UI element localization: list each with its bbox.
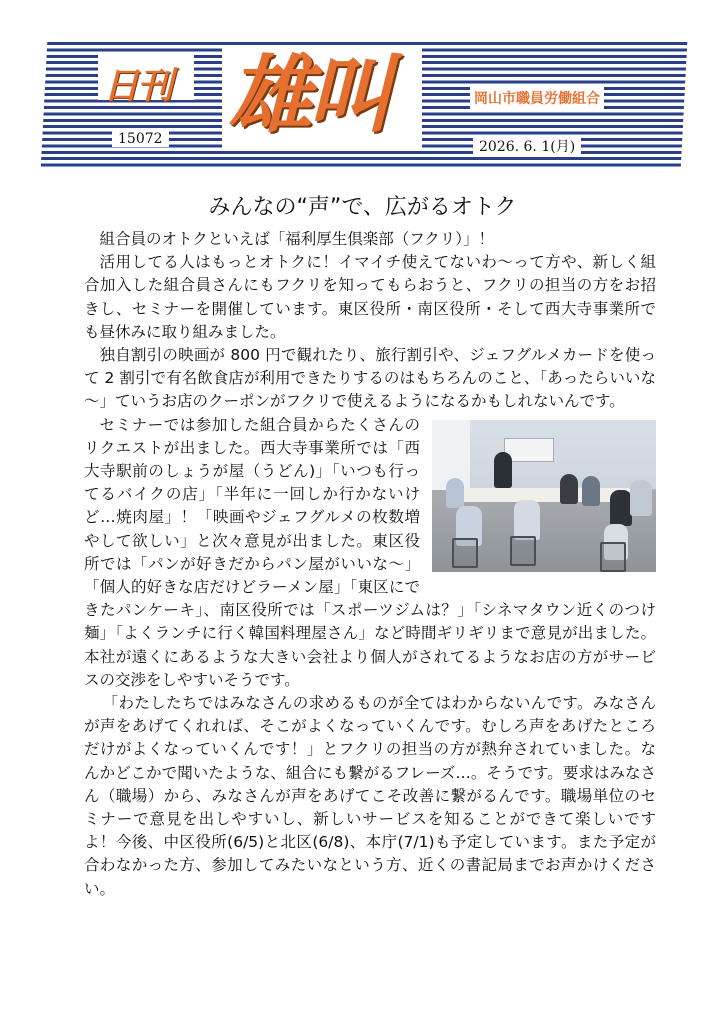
photo-chair [510,536,536,566]
photo-person [446,478,464,508]
seminar-photo [432,420,656,572]
photo-person [582,476,600,506]
paragraph: 組合員のオトクといえば「福利厚生倶楽部（フクリ）」！ [99,230,494,248]
photo-person [610,490,632,526]
photo-person [560,474,578,504]
article-headline: みんなの“声”で、広がるオトク [208,195,517,220]
paragraph: 「わたしたちではみなさんの求めるものが全てはわからないんです。みなさんが声をあげてくれれば、そこがよくなっていくんです。むしろ声をあげたところだけがよくなっていくんです！」とフクリの担当の方が熱弁されていました。なんかどこかで聞いたような、組合にも繋がるフレーズ…。そうです。要求はみなさん（職場）から、みなさんが声をあげてこそ改善に繋がるんです。職場単位のセミナーで意見を出しやすいし、新しいサービスを知ることができて楽しいですよ！今後、中区役所(6/5)と北区(6/8)、本庁(7/1)も予定しています。また予定が合わなかった方、参加してみたいなという方、近くの書記局までお声かけください。 [84,694,656,898]
article-body [84,228,656,901]
paragraph: セミナーでは参加した組合員からたくさんのリクエストが出ました。西大寺事業所では「西大寺駅前のしょうが屋（うどん)」「いつも行ってるバイクの店」「半年に一回しか行かないけど…焼肉屋」！「映画やジェフグルメの枚数増やして欲しい」と次々意見が出ました。東区役所では「パンが好きだからパン屋がいいな～」「個人的好きな店だけどラーメン屋」「東区にできたパンケーキ」、南区役所では「スポーツジムは？」「シネマタウン近くのつけ麺」「よくランチに行く韓国料理屋さん」など時間ギリギリまで意見が出ました。本社が遠くにあるような大きい会社より個人がされてるようなお店の方がサービスの交渉をしやすいそうです。 [84,415,656,689]
masthead-title-small: 日刊 [103,66,172,107]
photo-person [494,452,512,488]
issue-date: 2026. 6. 1(月) [473,136,581,156]
photo-person [630,480,652,516]
photo-person [514,500,540,540]
photo-chair [452,538,478,568]
masthead-title: 雄叫 [228,46,389,144]
union-name: 岡山市職員労働組合 [470,87,604,109]
paragraph: 独自割引の映画が 800 円で観れたり、旅行割引や、ジェフグルメカードを使って 2 割引で有名飲食店が利用できたりするのはもちろんのこと、「あったらいいな～」ていうお店のクーポンがフクリで使えるようになるかもしれないんです。 [84,346,656,411]
issue-number: 15072 [112,131,169,147]
photo-table [459,488,634,502]
photo-chair [600,542,626,572]
paragraph: 活用してる人はもっとオトクに！イマイチ使えてないわ～って方や、新しく組合加入した組合員さんにもフクリを知ってもらおうと、フクリの担当の方をお招きし、セミナーを開催しています。東区役所・南区役所・そして西大寺事業所でも昼休みに取り組みました。 [84,253,656,341]
